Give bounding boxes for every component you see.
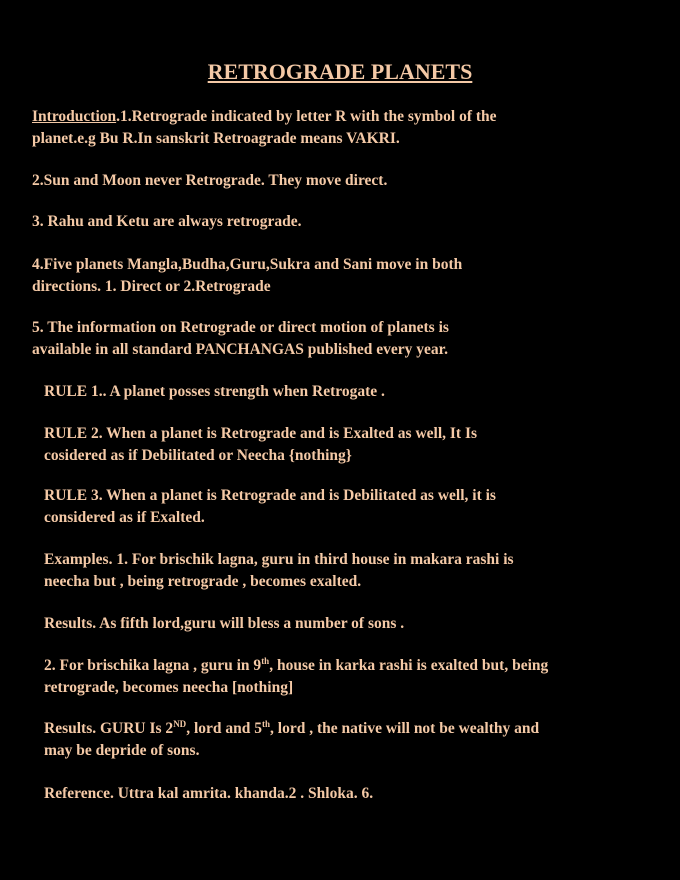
result-2-superscript-2: th bbox=[262, 718, 271, 729]
reference-text: Reference. Uttra kal amrita. khanda.2 . Shloka. 6. bbox=[44, 785, 374, 802]
page-title: RETROGRADE PLANETS bbox=[207, 59, 473, 84]
point-2-paragraph bbox=[32, 170, 387, 192]
example-1-line-2: neecha but , being retrograde , becomes exalted. bbox=[44, 573, 362, 590]
intro-paragraph bbox=[32, 106, 497, 150]
intro-line-2: planet.e.g Bu R.In sanskrit Retroagrade means VAKRI. bbox=[32, 130, 400, 147]
point-5-line-1: 5. The information on Retrograde or direct motion of planets is bbox=[32, 319, 449, 336]
result-2-line-1c: , lord , the native will not be wealthy and bbox=[270, 720, 540, 737]
example-1-paragraph bbox=[44, 549, 514, 593]
intro-heading: Introduction bbox=[32, 108, 117, 125]
result-2-line-1a: Results. GURU Is 2 bbox=[44, 720, 174, 737]
rule-3-line-2: considered as if Exalted. bbox=[44, 509, 205, 526]
result-1-text: Results. As fifth lord,guru will bless a number of sons . bbox=[44, 615, 405, 632]
example-2-line-1b: , house in karka rashi is exalted but, being bbox=[269, 657, 549, 674]
point-4-paragraph bbox=[32, 254, 462, 298]
point-3-text: 3. Rahu and Ketu are always retrograde. bbox=[32, 213, 302, 230]
rule-2-line-2: cosidered as if Debilitated or Neecha {nothing} bbox=[44, 447, 352, 464]
rule-1-paragraph bbox=[44, 381, 385, 403]
point-2-text: 2.Sun and Moon never Retrograde. They move direct. bbox=[32, 172, 388, 189]
example-2-line-2: retrograde, becomes neecha [nothing] bbox=[44, 679, 294, 696]
result-2-line-1b: , lord and 5 bbox=[186, 720, 262, 737]
result-1-paragraph bbox=[44, 613, 404, 635]
example-2-superscript: th bbox=[261, 655, 270, 666]
example-1-line-1: Examples. 1. For brischik lagna, guru in third house in makara rashi is bbox=[44, 551, 514, 568]
intro-line-1: .1.Retrograde indicated by letter R with the symbol of the bbox=[116, 108, 497, 125]
point-5-paragraph bbox=[32, 317, 449, 361]
rule-3-paragraph bbox=[44, 485, 496, 529]
result-2-paragraph bbox=[44, 718, 539, 762]
point-3-paragraph bbox=[32, 211, 302, 233]
rule-1-text: RULE 1.. A planet posses strength when Retrogate . bbox=[44, 383, 385, 400]
rule-2-line-1: RULE 2. When a planet is Retrograde and is Exalted as well, It Is bbox=[44, 425, 478, 442]
rule-3-line-1: RULE 3. When a planet is Retrograde and is Debilitated as well, it is bbox=[44, 487, 496, 504]
reference-paragraph bbox=[44, 783, 373, 805]
point-4-line-2: directions. 1. Direct or 2.Retrograde bbox=[32, 278, 271, 295]
result-2-superscript-1: ND bbox=[173, 718, 187, 729]
example-2-paragraph bbox=[44, 655, 548, 699]
point-5-line-2: available in all standard PANCHANGAS published every year. bbox=[32, 341, 448, 358]
rule-2-paragraph bbox=[44, 423, 477, 467]
point-4-line-1: 4.Five planets Mangla,Budha,Guru,Sukra and Sani move in both bbox=[32, 256, 463, 273]
example-2-line-1a: 2. For brischika lagna , guru in 9 bbox=[44, 657, 262, 674]
result-2-line-2: may be depride of sons. bbox=[44, 742, 200, 759]
